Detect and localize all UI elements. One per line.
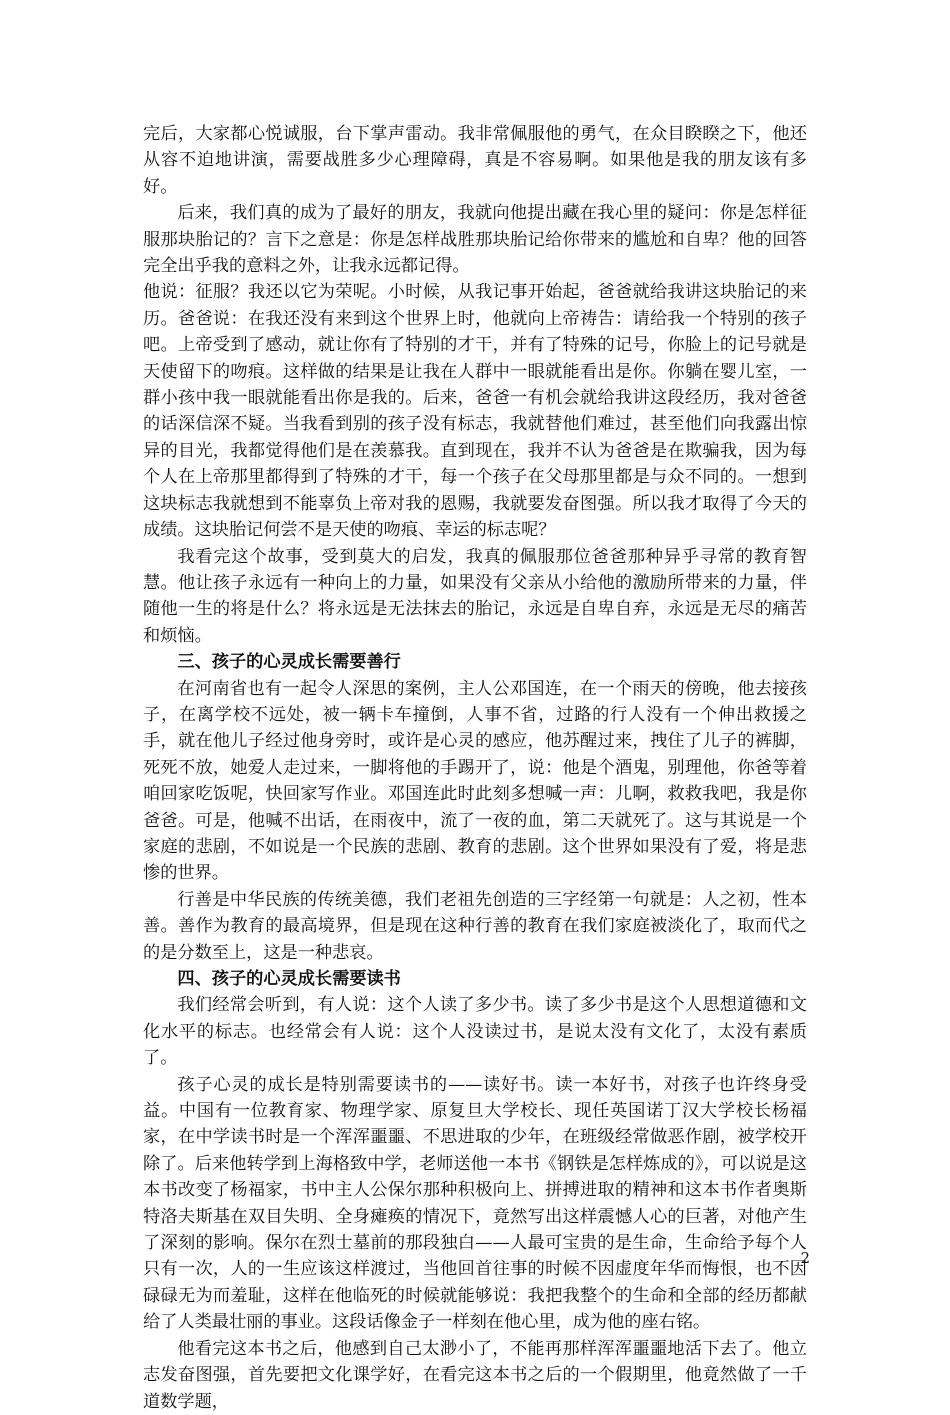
- paragraph-reflection: 我看完这个故事，受到莫大的启发，我真的佩服那位爸爸那种异乎寻常的教育智慧。他让孩子永远有一种向上的力量，如果没有父亲从小给他的激励所带来的力量，伴随他一生的将是什么？将永远是无法抹去的胎记，永远是自卑自弃，永远是无尽的痛苦和烦恼。: [143, 546, 807, 646]
- paragraph-after-book: 他看完这本书之后，他感到自己太渺小了，不能再那样浑浑噩噩地活下去了。他立志发奋图强，首先要把文化课学好，在看完这本书之后的一个假期里，他竟然做了一千道数学题，: [143, 1338, 807, 1412]
- document-body: [143, 121, 807, 1415]
- paragraph-henan-case: 在河南省也有一起令人深思的案例，主人公邓国连，在一个雨天的傍晚，他去接孩子，在离学校不远处，被一辆卡车撞倒，人事不省，过路的行人没有一个伸出救援之手，就在他儿子经过他身旁时，或许是心灵的感应，他苏醒过来，拽住了儿子的裤脚，死死不放，她爱人走过来，一脚将他的手踢开了，说：他是个酒鬼，别理他，你爸等着咱回家吃饭呢，快回家写作业。邓国连此时此刻多想喊一声：儿啊，救救我吧，我是你爸爸。可是，他喊不出话，在雨夜中，流了一夜的血，第二天就死了。这与其说是一个家庭的悲剧，不如说是一个民族的悲剧、教育的悲剧。这个世界如果没有了爱，将是悲惨的世界。: [143, 678, 807, 884]
- paragraph-reading-intro: 我们经常会听到，有人说：这个人读了多少书。读了多少书是这个人思想道德和文化水平的标志。也经常会有人说：这个人没读过书，是说太没有文化了，太没有素质了。: [143, 995, 807, 1069]
- section-heading-kindness: 三、孩子的心灵成长需要善行: [177, 652, 401, 673]
- paragraph-birthmark-story: 他说：征服？我还以它为荣呢。小时候，从我记事开始起，爸爸就给我讲这块胎记的来历。爸爸说：在我还没有来到这个世界上时，他就向上帝祷告：请给我一个特别的孩子吧。上帝受到了感动，就让你有了特别的才干，并有了特殊的记号，你脸上的记号就是天使留下的吻痕。这样做的结果是让我在人群中一眼就能看出是你。你躺在婴儿室，一群小孩中我一眼就能看出你是我的。后来，爸爸一有机会就给我讲这段经历，我对爸爸的话深信深不疑。当我看到别的孩子没有标志，我就替他们难过，甚至他们向我露出惊异的目光，我都觉得他们是在羡慕我。直到现在，我并不认为爸爸是在欺骗我，因为每个人在上帝那里都得到了特殊的才干，每一个孩子在父母那里都是与众不同的。一想到这块标志我就想到不能辜负上帝对我的恩赐，我就要发奋图强。所以我才取得了今天的成绩。这块胎记何尝不是天使的吻痕、幸运的标志呢？: [143, 282, 807, 541]
- page-number: 2: [800, 1249, 810, 1267]
- section-heading-reading: 四、孩子的心灵成长需要读书: [177, 969, 401, 989]
- paragraph-kindness-tradition: 行善是中华民族的传统美德，我们老祖先创造的三字经第一句就是：人之初，性本善。善作为教育的最高境界，但是现在这种行善的教育在我们家庭被淡化了，取而代之的是分数至上，这是一种悲哀。: [143, 889, 807, 963]
- paragraph-yang-fujia: 孩子心灵的成长是特别需要读书的——读好书。读一本好书，对孩子也许终身受益。中国有一位教育家、物理学家、原复旦大学校长、现任英国诺丁汉大学校长杨福家，在中学读书时是一个浑浑噩噩、不思进取的少年，在班级经常做恶作剧，被学校开除了。后来他转学到上海格致中学，老师送他一本书《钢铁是怎样炼成的》，可以说是这本书改变了杨福家，书中主人公保尔那种积极向上、拼搏进取的精神和这本书作者奥斯特洛夫斯基在双目失明、全身瘫痪的情况下，竟然写出这样震憾人心的巨著，对他产生了深刻的影响。保尔在烈士墓前的那段独白——人最可宝贵的是生命，生命给予每个人只有一次，人的一生应该这样渡过，当他回首往事的时候不因虚度年华而悔恨，也不因碌碌无为而羞耻，这样在他临死的时候就能够说：我把我整个的生命和全部的经历都献给了人类最壮丽的事业。这段话像金子一样刻在他心里，成为他的座右铭。: [143, 1074, 807, 1333]
- paragraph-friendship-question: 后来，我们真的成为了最好的朋友，我就向他提出藏在我心里的疑问：你是怎样征服那块胎记的？言下之意是：你是怎样战胜那块胎记给你带来的尴尬和自卑？他的回答完全出乎我的意料之外，让我永远都记得。: [143, 203, 807, 277]
- paragraph-continuation: 完后，大家都心悦诚服，台下掌声雷动。我非常佩服他的勇气，在众目睽睽之下，他还从容不迫地讲演，需要战胜多少心理障碍，真是不容易啊。如果他是我的朋友该有多好。: [143, 124, 807, 197]
